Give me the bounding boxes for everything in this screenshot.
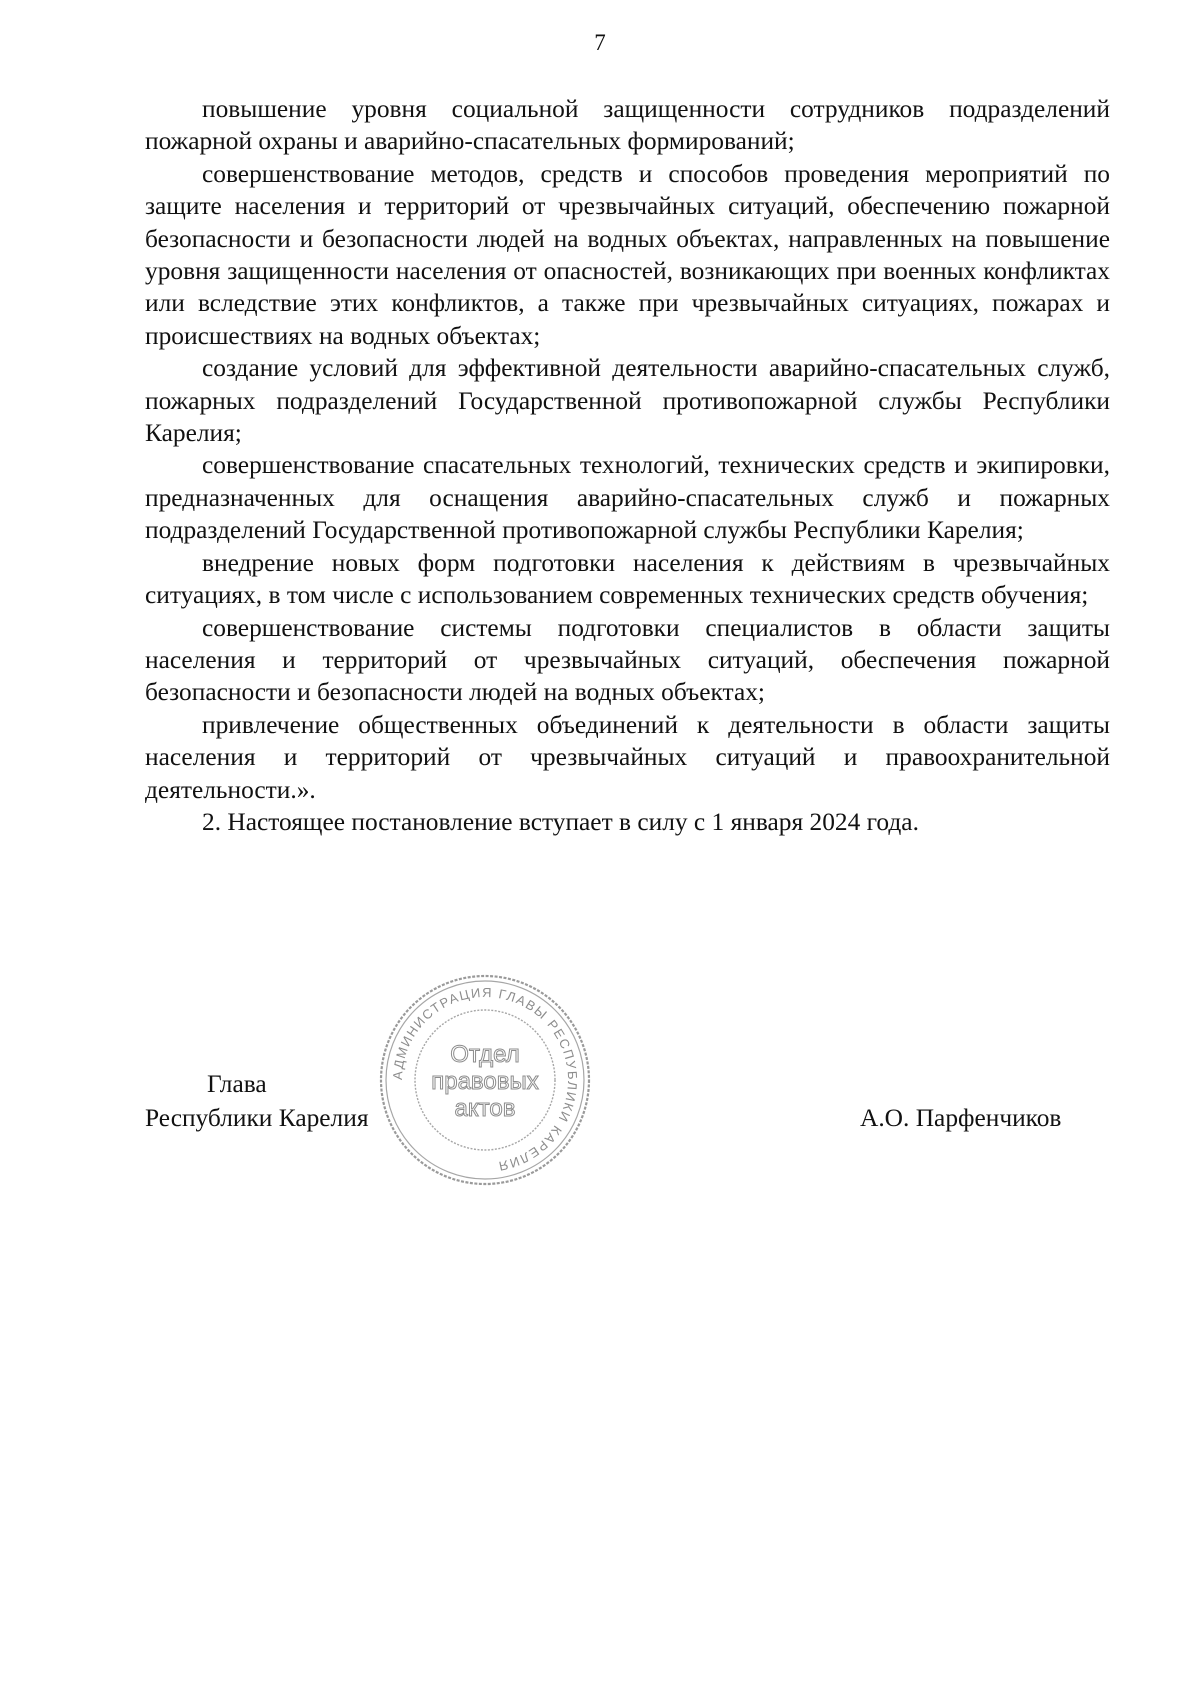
effective-date-clause: 2. Настоящее постановление вступает в силу с 1 января 2024 года. [202,807,919,836]
signatory-title-line-2: Республики Карелия [145,1104,369,1132]
stamp-ring-text: АДМИНИСТРАЦИЯ ГЛАВЫ РЕСПУБЛИКИ КАРЕЛИЯ [389,984,581,1175]
signatory-name: А.О. Парфенчиков [860,1104,1062,1132]
official-stamp [375,970,595,1190]
paragraph: создание условий для эффективной деятельности аварийно-спасательных служб, пожарных подразделений Государственной противопожарной службы Республики Карелия; [145,354,1110,448]
document-body [145,93,1110,838]
stamp-center-line-3: актов [454,1095,516,1122]
stamp-center-line-1: Отдел [450,1041,520,1068]
paragraph: совершенствование спасательных технологий, технических средств и экипировки, предназначенных для оснащения аварийно-спасательных служб и пожарных подразделений Государственной противопожарной службы Республики Карелия; [145,451,1110,545]
paragraph: совершенствование методов, средств и способов проведения мероприятий по защите населения и территорий от чрезвычайных ситуаций, обеспечению пожарной безопасности и безопасности людей на водных объектах, направленных на повышение уровня защищенности населения от опасностей, возникающих при военных конфликтах или вследствие этих конфликтов, а также при чрезвычайных ситуациях, пожарах и происшествиях на водных объектах; [145,159,1110,350]
page-number: 7 [594,30,606,55]
paragraph: повышение уровня социальной защищенности сотрудников подразделений пожарной охраны и аварийно-спасательных формирований; [145,95,1110,156]
paragraph: внедрение новых форм подготовки населения к действиям в чрезвычайных ситуациях, в том числе с использованием современных технических средств обучения; [145,548,1110,610]
paragraph: совершенствование системы подготовки специалистов в области защиты населения и территорий от чрезвычайных ситуаций, обеспечения пожарной безопасности и безопасности людей на водных объектах; [145,613,1110,707]
signatory-title-line-1: Глава [207,1070,267,1098]
paragraph: привлечение общественных объединений к деятельности в области защиты населения и территорий от чрезвычайных ситуаций и правоохранительной деятельности.». [145,710,1110,804]
stamp-center-line-2: правовых [431,1068,539,1095]
